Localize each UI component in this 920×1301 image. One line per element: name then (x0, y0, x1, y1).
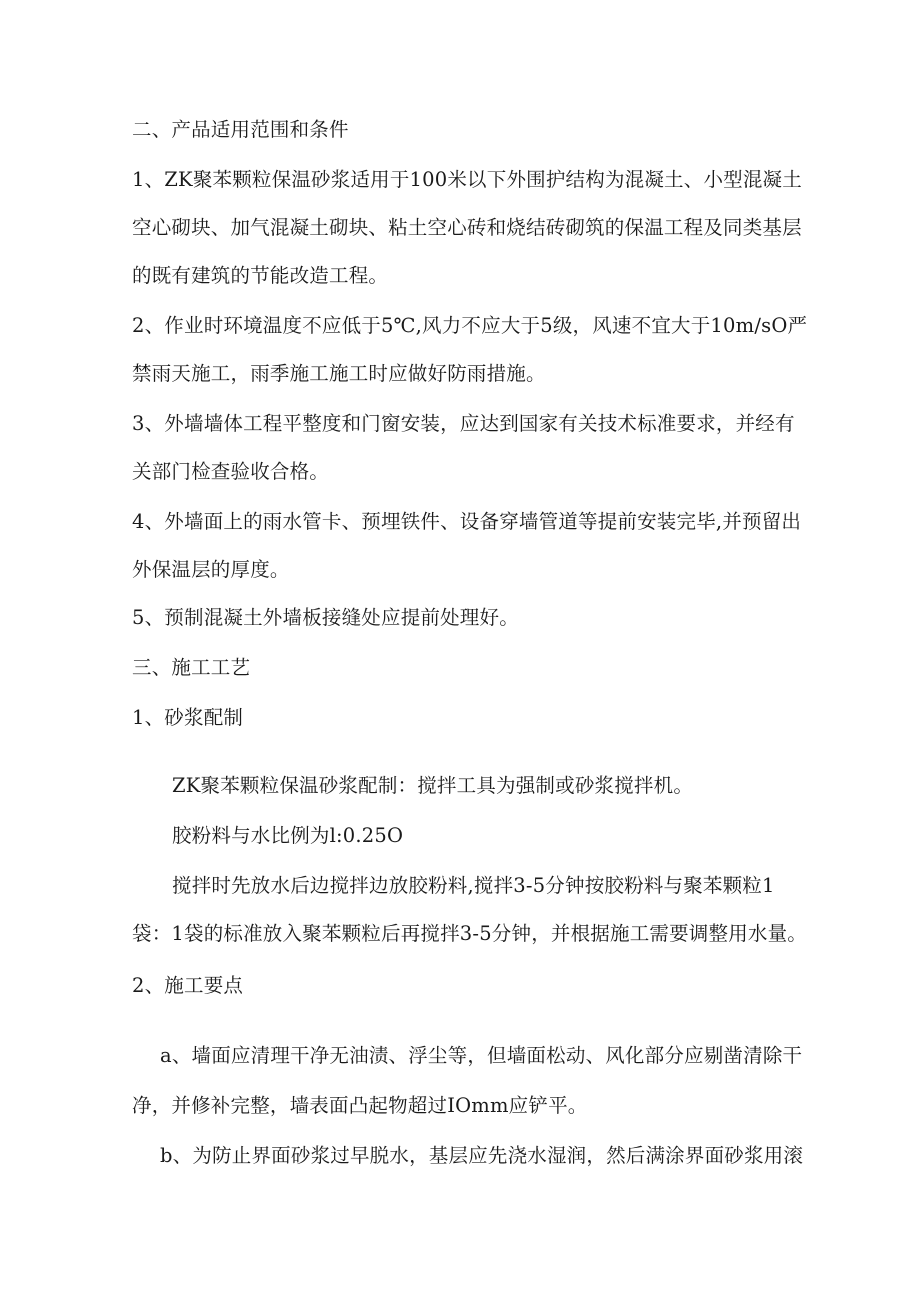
paragraph-line: 1、ZK聚苯颗粒保温砂浆适用于100米以下外围护结构为混凝土、小型混凝土 (132, 168, 802, 191)
paragraph-line: 禁雨天施工，雨季施工施工时应做好防雨措施。 (132, 362, 546, 385)
paragraph-line: 5、预制混凝土外墙板接缝处应提前处理好。 (132, 606, 519, 629)
section-heading-2: 二、产品适用范围和条件 (132, 118, 349, 141)
paragraph-line: 关部门检查验收合格。 (132, 460, 330, 483)
paragraph-line: 的既有建筑的节能改造工程。 (132, 264, 389, 287)
paragraph-line: 净，并修补完整，墙表面凸起物超过IOmm应铲平。 (132, 1094, 588, 1117)
subsection-heading: 2、施工要点 (132, 974, 244, 997)
paragraph-line: 2、作业时环境温度不应低于5℃,风力不应大于5级，风速不宜大于10m∕sO严 (132, 314, 808, 337)
paragraph-line: a、墙面应清理干净无油渍、浮尘等，但墙面松动、风化部分应剔凿清除干 (160, 1044, 803, 1067)
paragraph-line: 外保温层的厚度。 (132, 558, 290, 581)
paragraph-line: 空心砌块、加气混凝土砌块、粘土空心砖和烧结砖砌筑的保温工程及同类基层 (132, 216, 802, 239)
paragraph-line: ZK聚苯颗粒保温砂浆配制：搅拌工具为强制或砂浆搅拌机。 (172, 774, 694, 797)
paragraph-line: 胶粉料与水比例为l:0.25O (172, 824, 404, 847)
paragraph-line: 3、外墙墙体工程平整度和门窗安装，应达到国家有关技术标准要求，并经有 (132, 412, 795, 435)
section-heading-3: 三、施工工艺 (132, 656, 251, 679)
paragraph-line: 袋：1袋的标准放入聚苯颗粒后再搅拌3-5分钟，并根据施工需要调整用水量。 (132, 922, 808, 945)
paragraph-line: 搅拌时先放水后边搅拌边放胶粉料,搅拌3-5分钟按胶粉料与聚苯颗粒1 (172, 874, 775, 897)
subsection-heading: 1、砂浆配制 (132, 706, 244, 729)
paragraph-line: b、为防止界面砂浆过早脱水，基层应先浇水湿润，然后满涂界面砂浆用滚 (160, 1144, 804, 1167)
paragraph-line: 4、外墙面上的雨水管卡、预埋铁件、设备穿墙管道等提前安装完毕,并预留出 (132, 510, 802, 533)
